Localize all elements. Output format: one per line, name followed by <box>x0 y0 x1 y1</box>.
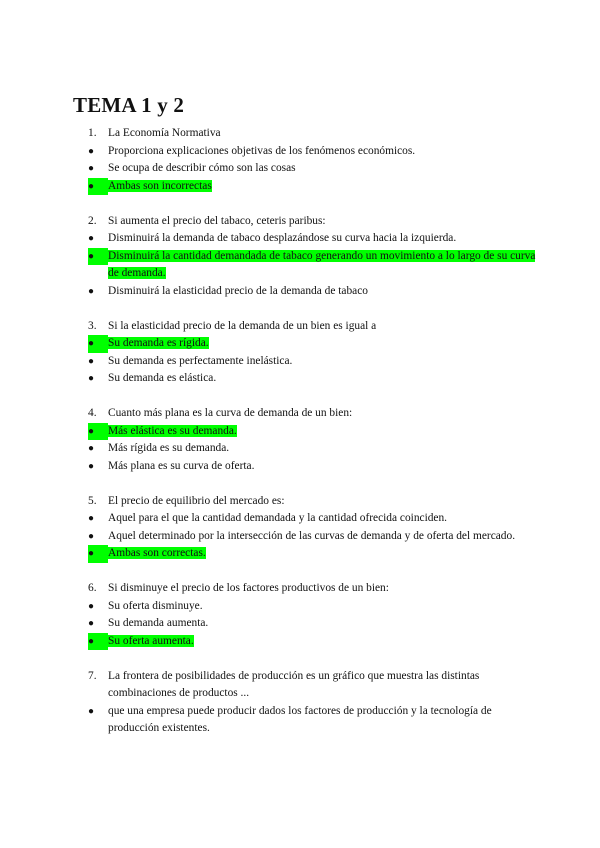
question-4 <box>88 405 538 475</box>
question-number: 2. <box>88 214 97 227</box>
question-text: Si la elasticidad precio de la demanda de un bien es igual a <box>108 319 377 332</box>
answer-option <box>88 283 538 301</box>
answer-option <box>88 230 538 248</box>
bullet-icon: ● <box>88 530 95 542</box>
answer-option <box>88 160 538 178</box>
answer-option <box>88 458 538 476</box>
answer-option <box>88 143 538 161</box>
answer-option <box>88 598 538 616</box>
question-stem <box>88 493 538 511</box>
answer-option <box>88 528 538 546</box>
question-3 <box>88 318 538 388</box>
option-text: Su oferta disminuye. <box>108 599 203 612</box>
bullet-icon: ● <box>88 460 95 472</box>
question-text: Cuanto más plana es la curva de demanda de un bien: <box>108 407 353 419</box>
question-text: La Economía Normativa <box>108 127 221 139</box>
option-text: Su oferta aumenta. <box>108 634 194 647</box>
answer-option <box>88 440 538 458</box>
answer-option <box>88 703 538 738</box>
answer-option-correct <box>88 178 538 196</box>
answer-option <box>88 615 538 633</box>
option-text: Su demanda es elástica. <box>108 372 217 384</box>
question-number: 7. <box>88 669 97 682</box>
option-text: Se ocupa de describir cómo son las cosas <box>108 162 296 174</box>
bullet-icon: ● <box>88 285 95 297</box>
answer-option-correct <box>88 423 538 441</box>
question-stem <box>88 405 538 423</box>
bullet-icon: ● <box>88 178 108 196</box>
question-number: 3. <box>88 319 97 332</box>
answer-option-correct <box>88 633 538 651</box>
option-text: Más plana es su curva de oferta. <box>108 459 255 472</box>
bullet-icon: ● <box>88 248 108 266</box>
option-text: Disminuirá la cantidad demandada de tabaco generando un movimiento a lo largo de su curva de demanda. <box>108 249 536 279</box>
question-1 <box>88 125 538 195</box>
bullet-icon: ● <box>88 633 108 651</box>
answer-option <box>88 370 538 388</box>
option-text: Su demanda aumenta. <box>108 617 209 629</box>
question-list <box>88 125 538 755</box>
bullet-icon: ● <box>88 423 108 441</box>
bullet-icon: ● <box>88 145 95 157</box>
bullet-icon: ● <box>88 335 108 353</box>
question-text: Si aumenta el precio del tabaco, ceteris paribus: <box>108 214 326 227</box>
question-number: 4. <box>88 407 97 419</box>
question-number: 6. <box>88 582 97 594</box>
option-text: Más rígida es su demanda. <box>108 442 230 454</box>
answer-option <box>88 353 538 371</box>
answer-option-correct <box>88 335 538 353</box>
question-stem <box>88 213 538 231</box>
question-stem <box>88 668 538 703</box>
question-text: Si disminuye el precio de los factores productivos de un bien: <box>108 582 389 594</box>
question-text: El precio de equilibrio del mercado es: <box>108 494 285 507</box>
question-stem <box>88 580 538 598</box>
bullet-icon: ● <box>88 600 95 612</box>
bullet-icon: ● <box>88 233 95 244</box>
bullet-icon: ● <box>88 373 95 384</box>
bullet-icon: ● <box>88 545 108 563</box>
question-6 <box>88 580 538 650</box>
option-text: que una empresa puede producir dados los factores de producción y la tecnología de producción existentes. <box>108 704 492 734</box>
option-text: Más elástica es su demanda. <box>108 424 237 437</box>
question-7 <box>88 668 538 738</box>
option-text: Aquel determinado por la intersección de las curvas de demanda y de oferta del mercado. <box>108 529 516 542</box>
option-text: Disminuirá la elasticidad precio de la demanda de tabaco <box>108 284 368 297</box>
bullet-icon: ● <box>88 618 95 629</box>
bullet-icon: ● <box>88 163 95 174</box>
page-title: TEMA 1 y 2 <box>73 93 185 117</box>
option-text: Aquel para el que la cantidad demandada y la cantidad ofrecida coinciden. <box>108 512 448 524</box>
option-text: Proporciona explicaciones objetivas de los fenómenos económicos. <box>108 144 416 157</box>
question-stem <box>88 125 538 143</box>
option-text: Ambas son incorrectas <box>108 179 212 192</box>
question-number: 1. <box>88 127 97 139</box>
option-text: Su demanda es perfectamente inelástica. <box>108 354 293 367</box>
option-text: Disminuirá la demanda de tabaco desplazándose su curva hacia la izquierda. <box>108 232 457 244</box>
question-text: La frontera de posibilidades de producción es un gráfico que muestra las distintas combinaciones de productos ... <box>108 669 480 699</box>
question-stem <box>88 318 538 336</box>
bullet-icon: ● <box>88 355 95 367</box>
answer-option-correct <box>88 248 538 283</box>
answer-option-correct <box>88 545 538 563</box>
bullet-icon: ● <box>88 705 95 717</box>
question-number: 5. <box>88 494 97 507</box>
question-2 <box>88 213 538 301</box>
question-5 <box>88 493 538 563</box>
answer-option <box>88 510 538 528</box>
option-text: Ambas son correctas. <box>108 547 206 559</box>
bullet-icon: ● <box>88 513 95 524</box>
option-text: Su demanda es rígida. <box>108 337 209 349</box>
bullet-icon: ● <box>88 443 95 454</box>
